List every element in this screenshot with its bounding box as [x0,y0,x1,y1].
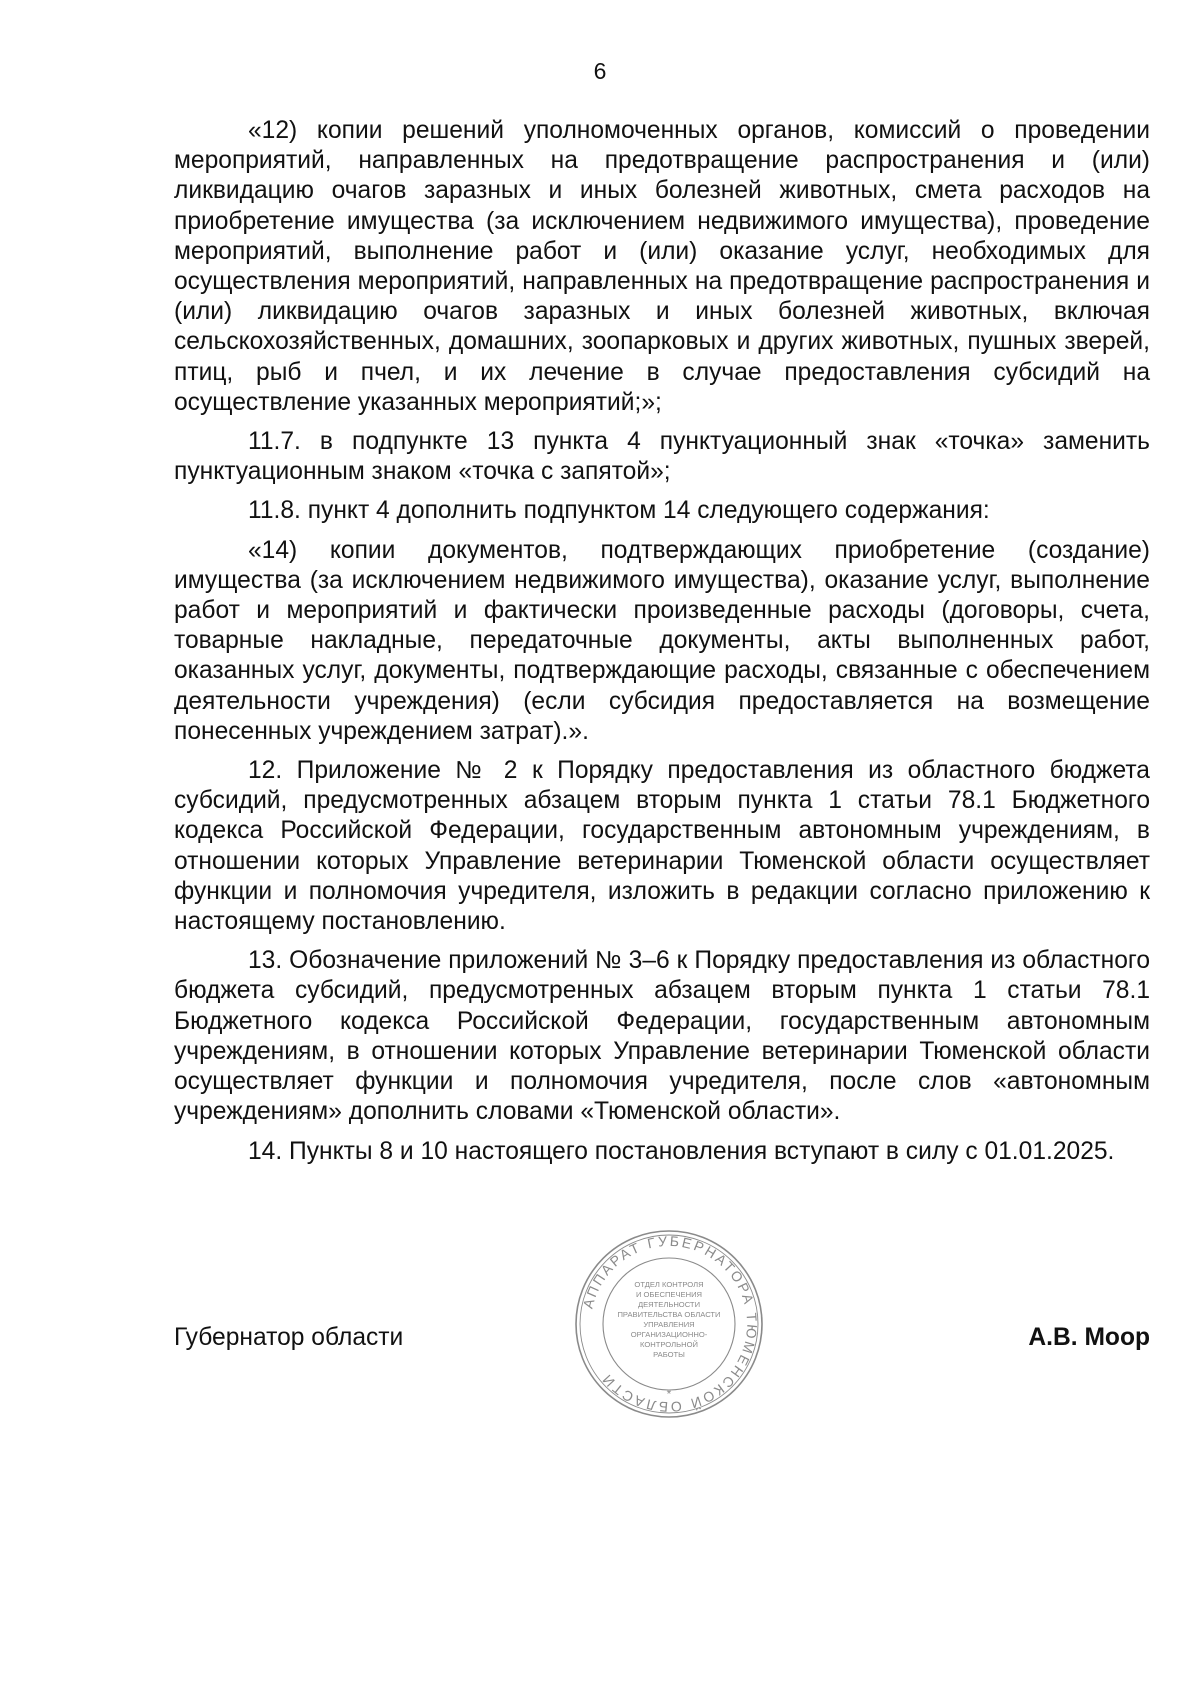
signatory-position: Губернатор области [174,1324,404,1351]
paragraph-subpoint-12: «12) копии решений уполномоченных органов, комиссий о проведении мероприятий, направленных на предотвращение распространения и (или) ликвидацию очагов заразных и иных болезней животных, смета расходов на приобретение имущества (за исключением недвижимого имущества), проведение мероприятий, выполнение работ и (или) оказание услуг, необходимых для осуществления мероприятий, направленных на предотвращение распространения и (или) ликвидацию очагов заразных и иных болезней животных, включая сельскохозяйственных, домашних, зоопарковых и других животных, пушных зверей, птиц, рыб и пчел, и их лечение в случае предоставления субсидий на осуществление указанных мероприятий;»; [174,117,1150,416]
seal-inner-line: ОРГАНИЗАЦИОННО- [630,1330,708,1339]
seal-graphic [573,1228,765,1420]
seal-inner-line: И ОБЕСПЕЧЕНИЯ [635,1290,703,1299]
seal-inner-text [617,1280,720,1359]
official-seal [573,1228,765,1420]
paragraph-14: 14. Пункты 8 и 10 настоящего постановления вступают в силу с 01.01.2025. [248,1137,1115,1165]
seal-inner-line: КОНТРОЛЬНОЙ [640,1340,698,1349]
paragraph-13: 13. Обозначение приложений № 3–6 к Порядку предоставления из областного бюджета субсидий, предусмотренных абзацем вторым пункта 1 статьи 78.1 Бюджетного кодекса Российской Федерации, государственным автономным учреждениям, в отношении которых Управление ветеринарии Тюменской области осуществляет функции и полномочия учредителя, после слов «автономным учреждениям» дополнить словами «Тюменской области». [174,947,1150,1126]
seal-inner-line: РАБОТЫ [653,1350,685,1359]
signatory-name: А.В. Моор [1028,1324,1150,1351]
seal-inner-line: ПРАВИТЕЛЬСТВА ОБЛАСТИ [617,1310,721,1319]
document-body [174,116,1150,1176]
paragraph-11-8: 11.8. пункт 4 дополнить подпунктом 14 следующего содержания: [248,497,990,525]
paragraph-subpoint-14: «14) копии документов, подтверждающих приобретение (создание) имущества (за исключением недвижимого имущества), оказание услуг, выполнение работ и мероприятий и фактически произведенные расходы (договоры, счета, товарные накладные, передаточные документы, акты выполненных работ, оказанных услуг, документы, подтверждающие расходы, связанные с обеспечением деятельности учреждения) (если субсидия предоставляется на возмещение понесенных учреждением затрат).». [174,536,1150,745]
seal-inner-line: УПРАВЛЕНИЯ [643,1320,695,1329]
page-number: 6 [593,58,607,84]
seal-inner-line: ОТДЕЛ КОНТРОЛЯ [634,1280,704,1289]
seal-star: * [666,1387,672,1401]
seal-inner-line: ДЕЯТЕЛЬНОСТИ [637,1300,701,1309]
paragraph-11-7: 11.7. в подпункте 13 пункта 4 пунктуационный знак «точка» заменить пунктуационным знаком «точка с запятой»; [174,428,1150,486]
paragraph-12: 12. Приложение № 2 к Порядку предоставления из областного бюджета субсидий, предусмотренных абзацем вторым пункта 1 статьи 78.1 Бюджетного кодекса Российской Федерации, государственным автономным учреждениям, в отношении которых Управление ветеринарии Тюменской области осуществляет функции и полномочия учредителя, изложить в редакции согласно приложению к настоящему постановлению. [174,757,1150,936]
seal-ring-text: АППАРАТ ГУБЕРНАТОРА ТЮМЕНСКОЙ ОБЛАСТИ [579,1232,761,1416]
